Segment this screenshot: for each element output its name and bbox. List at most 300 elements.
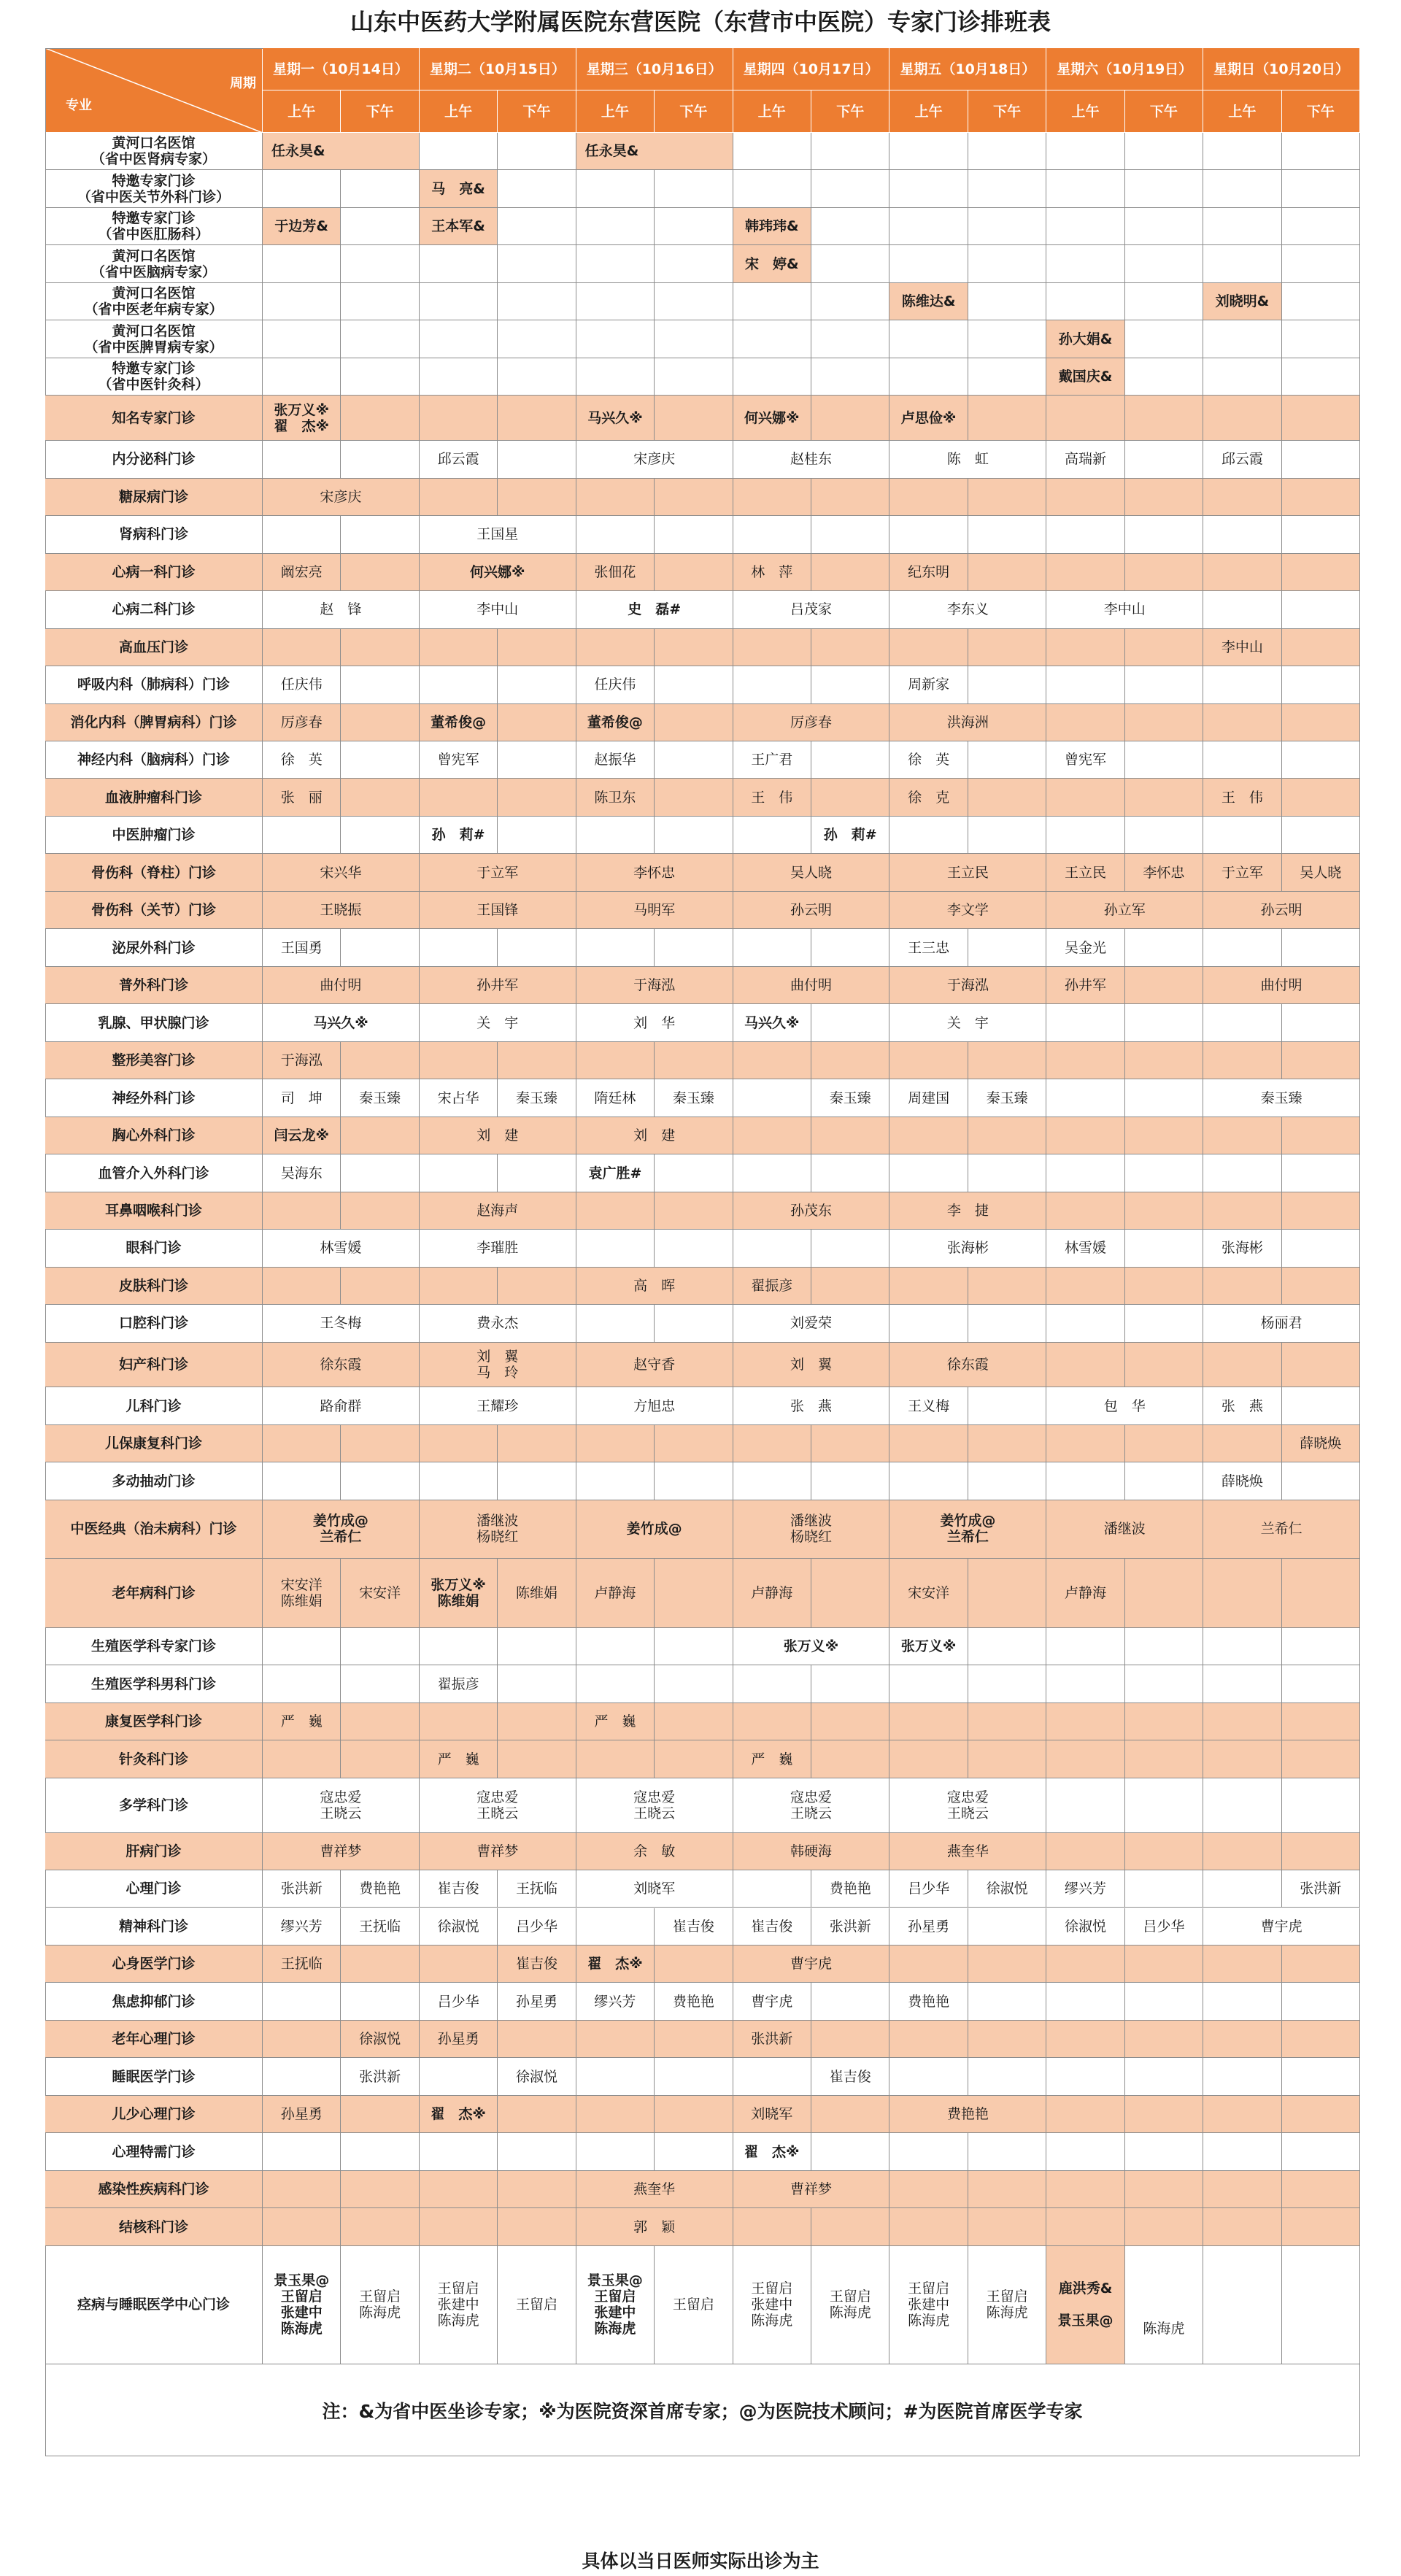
empty-cell <box>420 320 498 358</box>
schedule-cell: 王国星 <box>420 516 576 553</box>
empty-cell <box>889 358 968 396</box>
empty-cell <box>1046 208 1124 245</box>
empty-cell <box>811 1117 889 1154</box>
schedule-cell: 张万义※ <box>889 1628 968 1665</box>
schedule-cell: 王留启 <box>498 2246 576 2364</box>
empty-cell <box>1203 554 1281 591</box>
empty-cell <box>498 1703 576 1740</box>
empty-cell <box>263 817 341 854</box>
empty-cell <box>498 441 576 478</box>
empty-cell <box>341 1628 419 1665</box>
empty-cell <box>1046 283 1124 320</box>
empty-cell <box>420 245 498 282</box>
schedule-cell: 吴金光 <box>1046 929 1124 966</box>
dept-name: 骨伤科（脊柱）门诊 <box>45 854 263 891</box>
empty-cell <box>1125 2058 1203 2095</box>
empty-cell <box>1125 1305 1203 1342</box>
empty-cell <box>811 320 889 358</box>
schedule-cell: 崔吉俊 <box>733 1908 811 1946</box>
empty-cell <box>576 2096 655 2133</box>
empty-cell <box>263 516 341 553</box>
empty-cell <box>968 479 1046 516</box>
schedule-cell: 兰希仁 <box>1203 1500 1360 1559</box>
empty-cell <box>341 929 419 966</box>
empty-cell <box>420 1703 498 1740</box>
day-header: 星期二（10月15日） <box>420 48 576 90</box>
empty-cell <box>1282 170 1360 207</box>
schedule-cell: 陈维娟 <box>498 1559 576 1628</box>
empty-cell <box>1125 2133 1203 2170</box>
empty-cell <box>1046 1833 1124 1870</box>
empty-cell <box>1282 320 1360 358</box>
schedule-cell: 孙 莉# <box>811 817 889 854</box>
empty-cell <box>341 208 419 245</box>
empty-cell <box>811 1230 889 1267</box>
schedule-cell: 景玉果@ 王留启 张建中 陈海虎 <box>263 2246 341 2364</box>
dept-name: 乳腺、甲状腺门诊 <box>45 1004 263 1041</box>
schedule-cell: 曲付明 <box>1203 967 1360 1004</box>
empty-cell <box>1046 2171 1124 2208</box>
schedule-cell: 严 巍 <box>733 1740 811 1778</box>
schedule-cell: 徐 克 <box>889 779 968 816</box>
empty-cell <box>811 1425 889 1462</box>
schedule-cell: 陈海虎 <box>1125 2246 1203 2364</box>
empty-cell <box>1282 1628 1360 1665</box>
schedule-cell: 费艳艳 <box>889 2096 1046 2133</box>
schedule-cell: 郭 颖 <box>576 2208 733 2245</box>
dept-name: 特邀专家门诊 （省中医肛肠科） <box>45 208 263 245</box>
empty-cell <box>263 2021 341 2058</box>
empty-cell <box>811 1983 889 2020</box>
empty-cell <box>811 1559 889 1628</box>
empty-cell <box>968 516 1046 553</box>
schedule-cell: 王留启 张建中 陈海虎 <box>420 2246 498 2364</box>
empty-cell <box>576 1908 655 1946</box>
empty-cell <box>420 1462 498 1500</box>
schedule-cell: 李文学 <box>889 892 1046 929</box>
empty-cell <box>1282 358 1360 396</box>
empty-cell <box>811 666 889 703</box>
schedule-cell: 闫云龙※ <box>263 1117 341 1154</box>
empty-cell <box>498 283 576 320</box>
empty-cell <box>1203 1425 1281 1462</box>
empty-cell <box>1125 170 1203 207</box>
empty-cell <box>655 1703 733 1740</box>
dept-name: 老年病科门诊 <box>45 1559 263 1628</box>
empty-cell <box>968 358 1046 396</box>
empty-cell <box>1046 245 1124 282</box>
empty-cell <box>341 666 419 703</box>
empty-cell <box>341 1042 419 1079</box>
schedule-cell: 林 萍 <box>733 554 811 591</box>
schedule-cell: 宋占华 <box>420 1079 498 1117</box>
schedule-cell: 王抚临 <box>498 1870 576 1908</box>
schedule-cell: 曹宇虎 <box>1203 1908 1360 1946</box>
schedule-cell: 徐东霞 <box>263 1343 420 1388</box>
empty-cell <box>655 1042 733 1079</box>
schedule-cell: 于立军 <box>420 854 576 891</box>
empty-cell <box>1203 2208 1281 2245</box>
empty-cell <box>733 1230 811 1267</box>
dept-name: 心病一科门诊 <box>45 554 263 591</box>
empty-cell <box>1282 479 1360 516</box>
schedule-cell: 邱云霞 <box>1203 441 1281 478</box>
empty-cell <box>968 1042 1046 1079</box>
schedule-cell: 刘 翼 马 玲 <box>420 1343 576 1388</box>
am-header: 上午 <box>733 90 811 133</box>
empty-cell <box>655 929 733 966</box>
empty-cell <box>1282 2021 1360 2058</box>
schedule-cell: 关 宇 <box>889 1004 1046 1041</box>
empty-cell <box>498 817 576 854</box>
empty-cell <box>1203 2096 1281 2133</box>
empty-cell <box>263 2208 341 2245</box>
empty-cell <box>576 283 655 320</box>
empty-cell <box>341 1703 419 1740</box>
pm-header: 下午 <box>498 90 576 133</box>
empty-cell <box>263 441 341 478</box>
empty-cell <box>889 320 968 358</box>
empty-cell <box>1203 1268 1281 1305</box>
empty-cell <box>1282 1740 1360 1778</box>
schedule-cell: 刘 建 <box>420 1117 576 1154</box>
empty-cell <box>1282 133 1360 170</box>
schedule-cell: 徐淑悦 <box>968 1870 1046 1908</box>
schedule-cell: 崔吉俊 <box>498 1946 576 1983</box>
empty-cell <box>498 2133 576 2170</box>
empty-cell <box>1125 516 1203 553</box>
schedule-cell: 卢静海 <box>1046 1559 1124 1628</box>
schedule-cell: 寇忠爱 王晓云 <box>263 1778 420 1833</box>
schedule-cell: 潘继波 杨晓红 <box>420 1500 576 1559</box>
schedule-cell: 严 巍 <box>420 1740 498 1778</box>
empty-cell <box>968 2133 1046 2170</box>
empty-cell <box>1282 1154 1360 1192</box>
empty-cell <box>655 817 733 854</box>
empty-cell <box>341 779 419 816</box>
empty-cell <box>655 1462 733 1500</box>
schedule-cell: 隋廷林 <box>576 1079 655 1117</box>
empty-cell <box>576 320 655 358</box>
schedule-cell: 袁广胜# <box>576 1154 655 1192</box>
schedule-cell: 潘继波 <box>1046 1500 1203 1559</box>
empty-cell <box>655 1305 733 1342</box>
empty-cell <box>576 245 655 282</box>
empty-cell <box>1125 479 1203 516</box>
empty-cell <box>1282 1983 1360 2020</box>
empty-cell <box>1282 1343 1360 1388</box>
empty-cell <box>498 929 576 966</box>
empty-cell <box>968 629 1046 666</box>
dept-name: 神经外科门诊 <box>45 1079 263 1117</box>
empty-cell <box>1125 2171 1203 2208</box>
schedule-cell: 林雪媛 <box>263 1230 420 1267</box>
schedule-cell: 徐淑悦 <box>1046 1908 1124 1946</box>
empty-cell <box>341 1665 419 1702</box>
dept-name: 老年心理门诊 <box>45 2021 263 2058</box>
empty-cell <box>1282 2208 1360 2245</box>
schedule-cell: 王国锋 <box>420 892 576 929</box>
schedule-cell: 张 燕 <box>733 1387 890 1424</box>
empty-cell <box>968 666 1046 703</box>
empty-cell <box>498 479 576 516</box>
schedule-cell: 徐淑悦 <box>498 2058 576 2095</box>
schedule-cell: 路俞群 <box>263 1387 420 1424</box>
empty-cell <box>889 479 968 516</box>
empty-cell <box>498 2171 576 2208</box>
empty-cell <box>1203 1740 1281 1778</box>
empty-cell <box>498 1425 576 1462</box>
empty-cell <box>811 170 889 207</box>
empty-cell <box>968 1462 1046 1500</box>
empty-cell <box>1125 1079 1203 1117</box>
empty-cell <box>889 170 968 207</box>
empty-cell <box>1125 1230 1203 1267</box>
empty-cell <box>341 817 419 854</box>
empty-cell <box>1125 1004 1203 1041</box>
empty-cell <box>1282 1703 1360 1740</box>
dept-name: 妇产科门诊 <box>45 1343 263 1388</box>
empty-cell <box>498 2096 576 2133</box>
empty-cell <box>1125 1192 1203 1230</box>
schedule-cell: 寇忠爱 王晓云 <box>889 1778 1046 1833</box>
schedule-cell: 寇忠爱 王晓云 <box>733 1778 890 1833</box>
pm-header: 下午 <box>811 90 889 133</box>
empty-cell <box>1282 1117 1360 1154</box>
dept-name: 特邀专家门诊 （省中医针灸科） <box>45 358 263 396</box>
schedule-cell: 赵海声 <box>420 1192 576 1230</box>
day-header: 星期六（10月19日） <box>1046 48 1203 90</box>
empty-cell <box>1203 704 1281 741</box>
empty-cell <box>733 479 811 516</box>
schedule-cell: 厉彦春 <box>263 704 341 741</box>
empty-cell <box>1125 1740 1203 1778</box>
empty-cell <box>1125 208 1203 245</box>
schedule-cell: 王留启 张建中 陈海虎 <box>733 2246 811 2364</box>
schedule-cell: 张万义※ 陈维娟 <box>420 1559 498 1628</box>
schedule-cell: 史 磊# <box>576 591 733 628</box>
empty-cell <box>811 1665 889 1702</box>
schedule-cell: 燕奎华 <box>889 1833 1046 1870</box>
empty-cell <box>498 358 576 396</box>
pm-header: 下午 <box>341 90 419 133</box>
schedule-cell: 王广君 <box>733 741 811 779</box>
empty-cell <box>1282 1665 1360 1702</box>
empty-cell <box>1046 554 1124 591</box>
empty-cell <box>968 1740 1046 1778</box>
dept-name: 耳鼻咽喉科门诊 <box>45 1192 263 1230</box>
empty-cell <box>576 170 655 207</box>
empty-cell <box>733 2208 811 2245</box>
empty-cell <box>1125 1462 1203 1500</box>
schedule-cell: 吕少华 <box>420 1983 498 2020</box>
empty-cell <box>420 358 498 396</box>
empty-cell <box>733 629 811 666</box>
schedule-cell: 秦玉臻 <box>341 1079 419 1117</box>
schedule-cell: 余 敏 <box>576 1833 733 1870</box>
empty-cell <box>811 2096 889 2133</box>
dept-name: 黄河口名医馆 （省中医脾胃病专家） <box>45 320 263 358</box>
empty-cell <box>1203 516 1281 553</box>
schedule-cell: 司 坤 <box>263 1079 341 1117</box>
empty-cell <box>811 396 889 441</box>
schedule-cell: 曹祥梦 <box>420 1833 576 1870</box>
schedule-cell: 纪东明 <box>889 554 968 591</box>
empty-cell <box>889 1946 968 1983</box>
empty-cell <box>576 1740 655 1778</box>
schedule-cell: 孙茂东 <box>733 1192 890 1230</box>
empty-cell <box>1046 1778 1124 1833</box>
schedule-cell: 张洪新 <box>341 2058 419 2095</box>
empty-cell <box>1203 1559 1281 1628</box>
schedule-cell: 邱云霞 <box>420 441 498 478</box>
schedule-cell: 马兴久※ <box>263 1004 420 1041</box>
schedule-cell: 于海泓 <box>889 967 1046 1004</box>
empty-cell <box>968 1305 1046 1342</box>
empty-cell <box>498 170 576 207</box>
empty-cell <box>1125 554 1203 591</box>
schedule-cell: 王 伟 <box>733 779 811 816</box>
empty-cell <box>733 666 811 703</box>
schedule-cell: 王留启 陈海虎 <box>341 2246 419 2364</box>
schedule-cell: 陈卫东 <box>576 779 655 816</box>
schedule-cell: 赵守香 <box>576 1343 733 1388</box>
empty-cell <box>1203 2171 1281 2208</box>
schedule-cell: 王义梅 <box>889 1387 968 1424</box>
empty-cell <box>968 554 1046 591</box>
empty-cell <box>1046 704 1124 741</box>
schedule-cell: 刘爱荣 <box>733 1305 890 1342</box>
empty-cell <box>263 1665 341 1702</box>
empty-cell <box>968 1983 1046 2020</box>
empty-cell <box>263 358 341 396</box>
empty-cell <box>1282 2171 1360 2208</box>
schedule-cell: 崔吉俊 <box>811 2058 889 2095</box>
empty-cell <box>655 358 733 396</box>
schedule-cell: 孙云明 <box>733 892 890 929</box>
schedule-cell: 严 巍 <box>263 1703 341 1740</box>
schedule-cell: 王国勇 <box>263 929 341 966</box>
empty-cell <box>811 516 889 553</box>
dept-name: 中医经典（治未病科）门诊 <box>45 1500 263 1559</box>
dept-name: 整形美容门诊 <box>45 1042 263 1079</box>
empty-cell <box>420 1042 498 1079</box>
empty-cell <box>576 1628 655 1665</box>
empty-cell <box>655 1740 733 1778</box>
dept-name: 心病二科门诊 <box>45 591 263 628</box>
empty-cell <box>341 396 419 441</box>
empty-cell <box>576 516 655 553</box>
schedule-cell: 洪海洲 <box>889 704 1046 741</box>
schedule-cell: 张海彬 <box>889 1230 1046 1267</box>
empty-cell <box>1282 1559 1360 1628</box>
schedule-cell: 寇忠爱 王晓云 <box>420 1778 576 1833</box>
schedule-cell: 王耀珍 <box>420 1387 576 1424</box>
empty-cell <box>968 1628 1046 1665</box>
empty-cell <box>1046 2021 1124 2058</box>
schedule-cell: 于海泓 <box>263 1042 341 1079</box>
empty-cell <box>1282 396 1360 441</box>
schedule-cell: 孙星勇 <box>498 1983 576 2020</box>
empty-cell <box>341 170 419 207</box>
schedule-cell: 缪兴芳 <box>1046 1870 1124 1908</box>
schedule-cell: 翟 杰※ <box>733 2133 811 2170</box>
empty-cell <box>420 1425 498 1462</box>
empty-cell <box>498 741 576 779</box>
empty-cell <box>968 2171 1046 2208</box>
schedule-cell: 吕茂家 <box>733 591 890 628</box>
empty-cell <box>968 170 1046 207</box>
empty-cell <box>576 817 655 854</box>
empty-cell <box>655 1559 733 1628</box>
empty-cell <box>420 479 498 516</box>
empty-cell <box>1125 1983 1203 2020</box>
empty-cell <box>1203 1870 1281 1908</box>
empty-cell <box>733 516 811 553</box>
empty-cell <box>576 1305 655 1342</box>
empty-cell <box>1125 1154 1203 1192</box>
empty-cell <box>498 666 576 703</box>
empty-cell <box>341 441 419 478</box>
empty-cell <box>1125 629 1203 666</box>
schedule-cell: 薛晓焕 <box>1203 1462 1281 1500</box>
empty-cell <box>1203 2058 1281 2095</box>
empty-cell <box>1125 1117 1203 1154</box>
schedule-cell: 寇忠爱 王晓云 <box>576 1778 733 1833</box>
empty-cell <box>1282 1192 1360 1230</box>
schedule-cell: 王立民 <box>1046 854 1124 891</box>
empty-cell <box>576 358 655 396</box>
empty-cell <box>968 1117 1046 1154</box>
schedule-cell: 王留启 陈海虎 <box>968 2246 1046 2364</box>
empty-cell <box>1203 396 1281 441</box>
schedule-cell: 周建国 <box>889 1079 968 1117</box>
schedule-cell: 于立军 <box>1203 854 1281 891</box>
schedule-cell: 周新家 <box>889 666 968 703</box>
empty-cell <box>968 817 1046 854</box>
schedule-cell: 张 丽 <box>263 779 341 816</box>
empty-cell <box>1203 1946 1281 1983</box>
empty-cell <box>1203 245 1281 282</box>
empty-cell <box>263 1983 341 2020</box>
empty-cell <box>1282 554 1360 591</box>
empty-cell <box>1203 133 1281 170</box>
empty-cell <box>341 1154 419 1192</box>
empty-cell <box>968 1154 1046 1192</box>
empty-cell <box>1203 170 1281 207</box>
empty-cell <box>1282 1462 1360 1500</box>
empty-cell <box>655 779 733 816</box>
empty-cell <box>968 396 1046 441</box>
empty-cell <box>1046 817 1124 854</box>
empty-cell <box>968 1425 1046 1462</box>
empty-cell <box>341 1425 419 1462</box>
empty-cell <box>263 2171 341 2208</box>
empty-cell <box>576 1462 655 1500</box>
empty-cell <box>1282 741 1360 779</box>
empty-cell <box>968 1268 1046 1305</box>
schedule-cell: 吕少华 <box>498 1908 576 1946</box>
empty-cell <box>263 283 341 320</box>
empty-cell <box>811 1004 889 1041</box>
schedule-cell: 吕少华 <box>1125 1908 1203 1946</box>
empty-cell <box>498 704 576 741</box>
empty-cell <box>1125 396 1203 441</box>
empty-cell <box>889 629 968 666</box>
schedule-cell: 董希俊@ <box>420 704 498 741</box>
empty-cell <box>341 2096 419 2133</box>
schedule-cell: 宋安洋 <box>889 1559 968 1628</box>
